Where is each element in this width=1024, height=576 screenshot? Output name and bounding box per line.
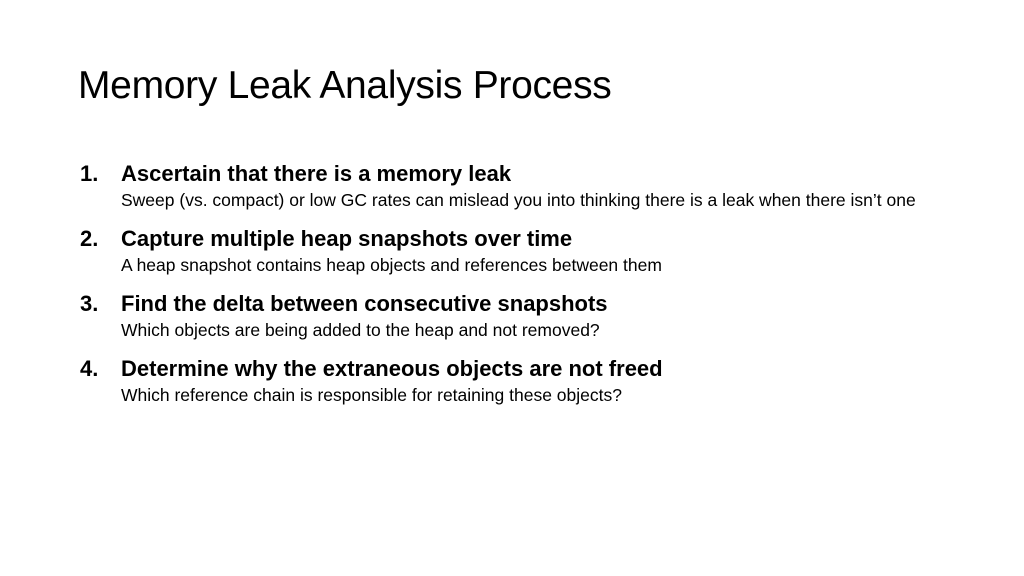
list-item-description: Which objects are being added to the heap and not removed? [121,320,600,340]
list-item-heading: Ascertain that there is a memory leak [121,161,512,186]
list-item-heading: Capture multiple heap snapshots over time [121,226,573,251]
list-item-number: 3. [80,291,99,316]
list-item-number: 1. [80,161,99,186]
numbered-list [80,160,960,420]
list-item-number: 4. [80,356,99,381]
list-item-heading: Find the delta between consecutive snapshots [121,291,608,316]
list-item-description: Sweep (vs. compact) or low GC rates can mislead you into thinking there is a leak when there isn’t one [121,190,916,210]
list-item-number: 2. [80,226,99,251]
list-item [80,355,960,408]
list-item-description: A heap snapshot contains heap objects and references between them [121,255,662,275]
list-item [80,290,960,343]
list-item [80,160,960,213]
list-item-heading: Determine why the extraneous objects are not freed [121,356,663,381]
list-item-description: Which reference chain is responsible for retaining these objects? [121,385,622,405]
list-item [80,225,960,278]
slide-title: Memory Leak Analysis Process [78,64,612,107]
